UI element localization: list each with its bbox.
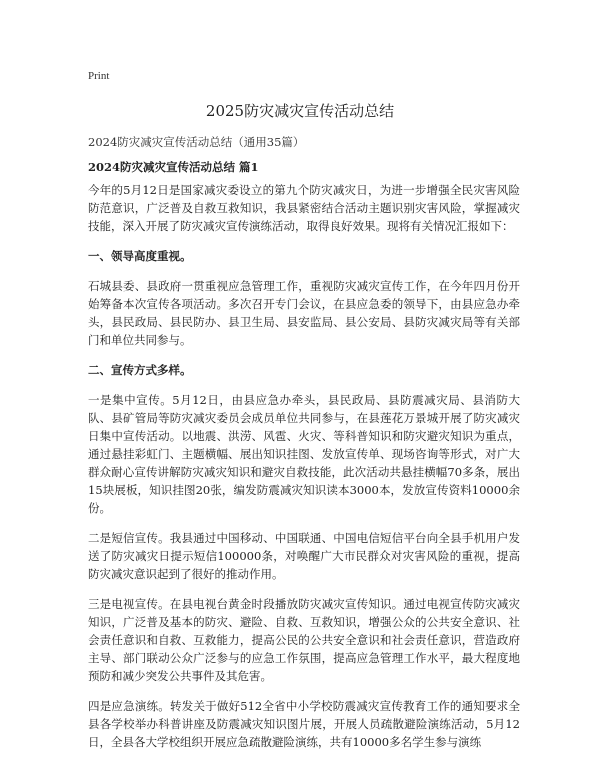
print-link[interactable]: Print — [88, 70, 110, 82]
document-subtitle: 2024防灾减灾宣传活动总结（通用35篇） — [88, 135, 305, 149]
section-heading-methods: 二、宣传方式多样。 — [88, 363, 192, 377]
concentrated-publicity-paragraph: 一是集中宣传。5月12日，由县应急办牵头，县民政局、县防震减灾局、县消防大队、县矿管局等防灾减灾委员会成员单位共同参与，在县莲花万景城开展了防灾减灾日集中宣传活动。以地震、洪涝、风雹、火灾、等科普知识和防灾避灾知识为重点，通过悬挂彩虹门、主题横幅、展出知识挂图、发放宣传单、现场咨询等形式，对广大群众耐心宣传讲解防灾减灾知识和避灾自救技能，此次活动共悬挂横幅70多条，展出15块展板，知识挂图20张，编发防震减灾知识读本3000本，发放宣传资料10000余份。 — [88, 393, 520, 515]
section-heading-leadership: 一、领导高度重视。 — [88, 249, 192, 263]
sms-publicity-paragraph: 二是短信宣传。我县通过中国移动、中国联通、中国电信短信平台向全县手机用户发送了防灾减灾日提示短信100000条，对唤醒广大市民群众对灾害风险的重视，提高防灾减灾意识起到了很好的推动作用。 — [88, 531, 520, 581]
emergency-drill-paragraph: 四是应急演练。转发关于做好512全省中小学校防震减灾宣传教育工作的通知要求全县各学校举办科普讲座及防震减灾知识图片展，开展人员疏散避险演练活动，5月12日，全县各大学校组织开展应急疏散避险演练，共有10000多名学生参与演练 — [88, 699, 520, 749]
leadership-paragraph: 石城县委、县政府一贯重视应急管理工作，重视防灾减灾宣传工作，在今年四月份开始筹备本次宣传各项活动。多次召开专门会议，在县应急委的领导下，由县应急办牵头，县民政局、县民防办、县卫生局、县安监局、县公安局、县防灾减灾局等有关部门和单位共同参与。 — [88, 279, 520, 347]
section-title: 2024防灾减灾宣传活动总结 篇1 — [88, 160, 259, 174]
page-title: 2025防灾减灾宣传活动总结 — [205, 102, 395, 120]
article-body — [88, 181, 520, 763]
intro-paragraph: 今年的5月12日是国家减灾委设立的第九个防灾减灾日，为进一步增强全民灾害风险防范意识，广泛普及自救互救知识，我县紧密结合活动主题识别灾害风险，掌握减灾技能，深入开展了防灾减灾宣传演练活动，取得良好效果。现将有关情况汇报如下： — [88, 183, 520, 233]
tv-publicity-paragraph: 三是电视宣传。在县电视台黄金时段播放防灾减灾宣传知识。通过电视宣传防灾减灾知识，广泛普及基本的防灾、避险、自救、互救知识，增强公众的公共安全意识、社会责任意识和自救、互救能力，提高公民的公共安全意识和社会责任意识，营造政府主导、部门联动公众广泛参与的应急工作氛围，提高应急管理工作水平，最大程度地预防和减少突发公共事件及其危害。 — [88, 597, 520, 683]
